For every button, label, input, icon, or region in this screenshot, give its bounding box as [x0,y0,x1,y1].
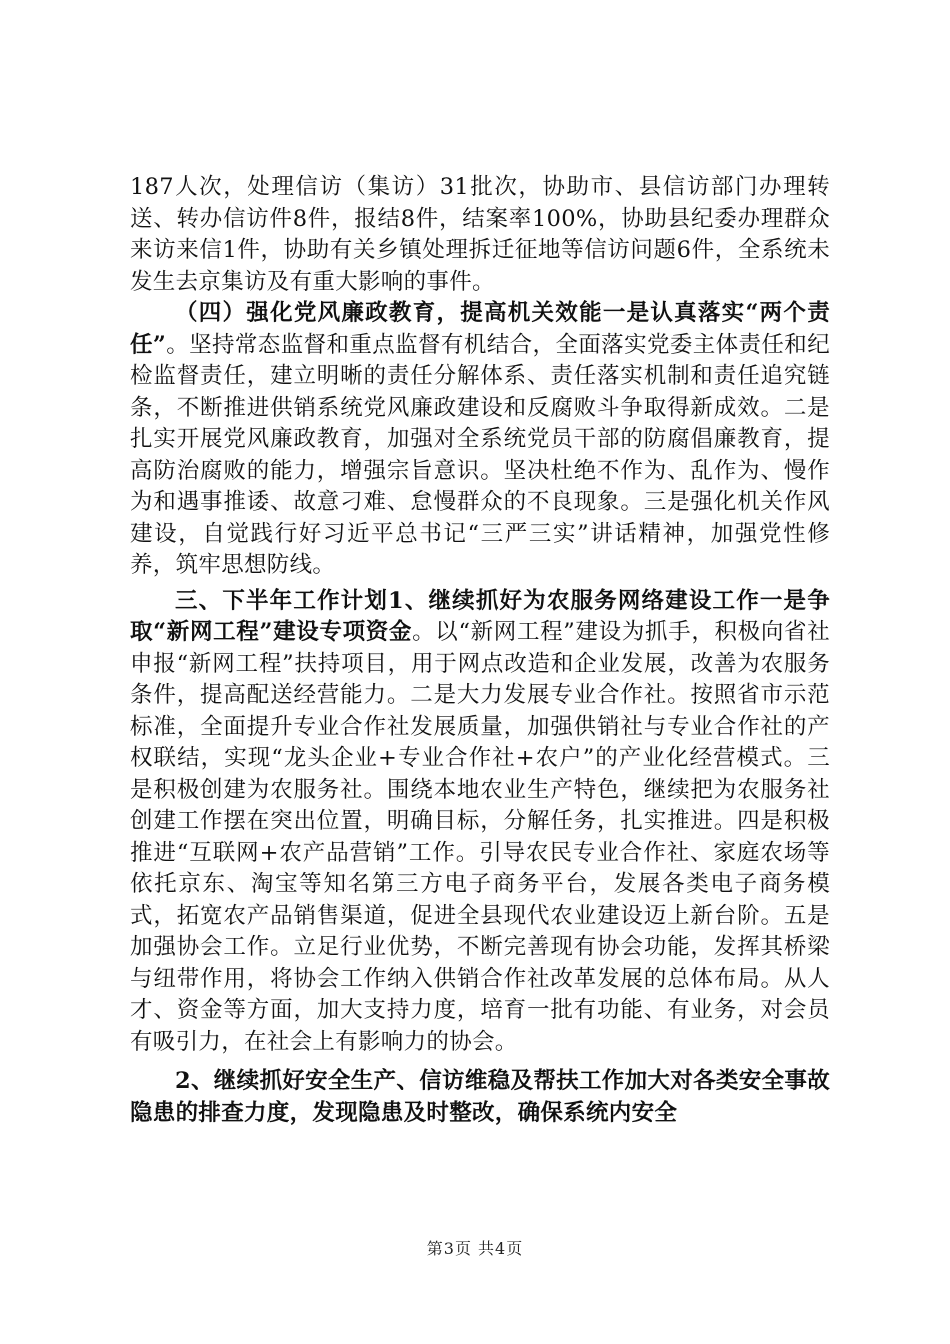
paragraph-safety-production: 2、继续抓好安全生产、信访维稳及帮扶工作加大对各类安全事故隐患的排查力度，发现隐患及时整改，确保系统内安全 [130,1068,830,1126]
page-footer: 第3页 共4页 [426,1239,524,1258]
paragraph-party-conduct [130,298,830,582]
paragraph-second-half-plan [130,586,830,1059]
document-body [130,172,830,1129]
paragraph-second-half-plan-body: 。以“新网工程”建设为抓手，积极向省社申报“新网工程”扶持项目，用于网点改造和企业发展，改善为农服务条件，提高配送经营能力。二是大力发展专业合作社。按照省市示范标准，全面提升专业合作社发展质量，加强供销社与专业合作社的产权联结，实现“龙头企业+专业合作社+农户”的产业化经营模式。三是积极创建为农服务社。围绕本地农业生产特色，继续把为农服务社创建工作摆在突出位置，明确目标，分解任务，扎实推进。四是积极推进“互联网+农产品营销”工作。引导农民专业合作社、家庭农场等依托京东、淘宝等知名第三方电子商务平台，发展各类电子商务模式，拓宽农产品销售渠道，促进全县现代农业建设迈上新台阶。五是加强协会工作。立足行业优势，不断完善现有协会功能，发挥其桥梁与纽带作用，将协会工作纳入供销合作社改革发展的总体布局。从人才、资金等方面，加大支持力度，培育一批有功能、有业务，对会员有吸引力，在社会上有影响力的协会。 [130,619,830,1055]
paragraph-party-conduct-heading: （四）强化党风廉政教育，提高机关效能一是认真落实“两个责任” [130,300,830,358]
paragraph-party-conduct-body: 。坚持常态监督和重点监督有机结合，全面落实党委主体责任和纪检监督责任，建立明晰的责任分解体系、责任落实机制和责任追究链条，不断推进供销系统党风廉政建设和反腐败斗争取得新成效。二是扎实开展党风廉政教育，加强对全系统党员干部的防腐倡廉教育，提高防治腐败的能力，增强宗旨意识。坚决杜绝不作为、乱作为、慢作为和遇事推诿、故意刁难、怠慢群众的不良现象。三是强化机关作风建设，自觉践行好习近平总书记“三严三实”讲话精神，加强党性修养，筑牢思想防线。 [130,331,830,578]
paragraph-second-half-plan-heading: 三、下半年工作计划1、继续抓好为农服务网络建设工作一是争取“新网工程”建设专项资金 [130,587,830,645]
paragraph-petition-stats: 187人次，处理信访（集访）31批次，协助市、县信访部门办理转送、转办信访件8件，报结8件，结案率100%，协助县纪委办理群众来访来信1件，协助有关乡镇处理拆迁征地等信访问题6件，全系统未发生去京集访及有重大影响的事件。 [130,174,830,295]
